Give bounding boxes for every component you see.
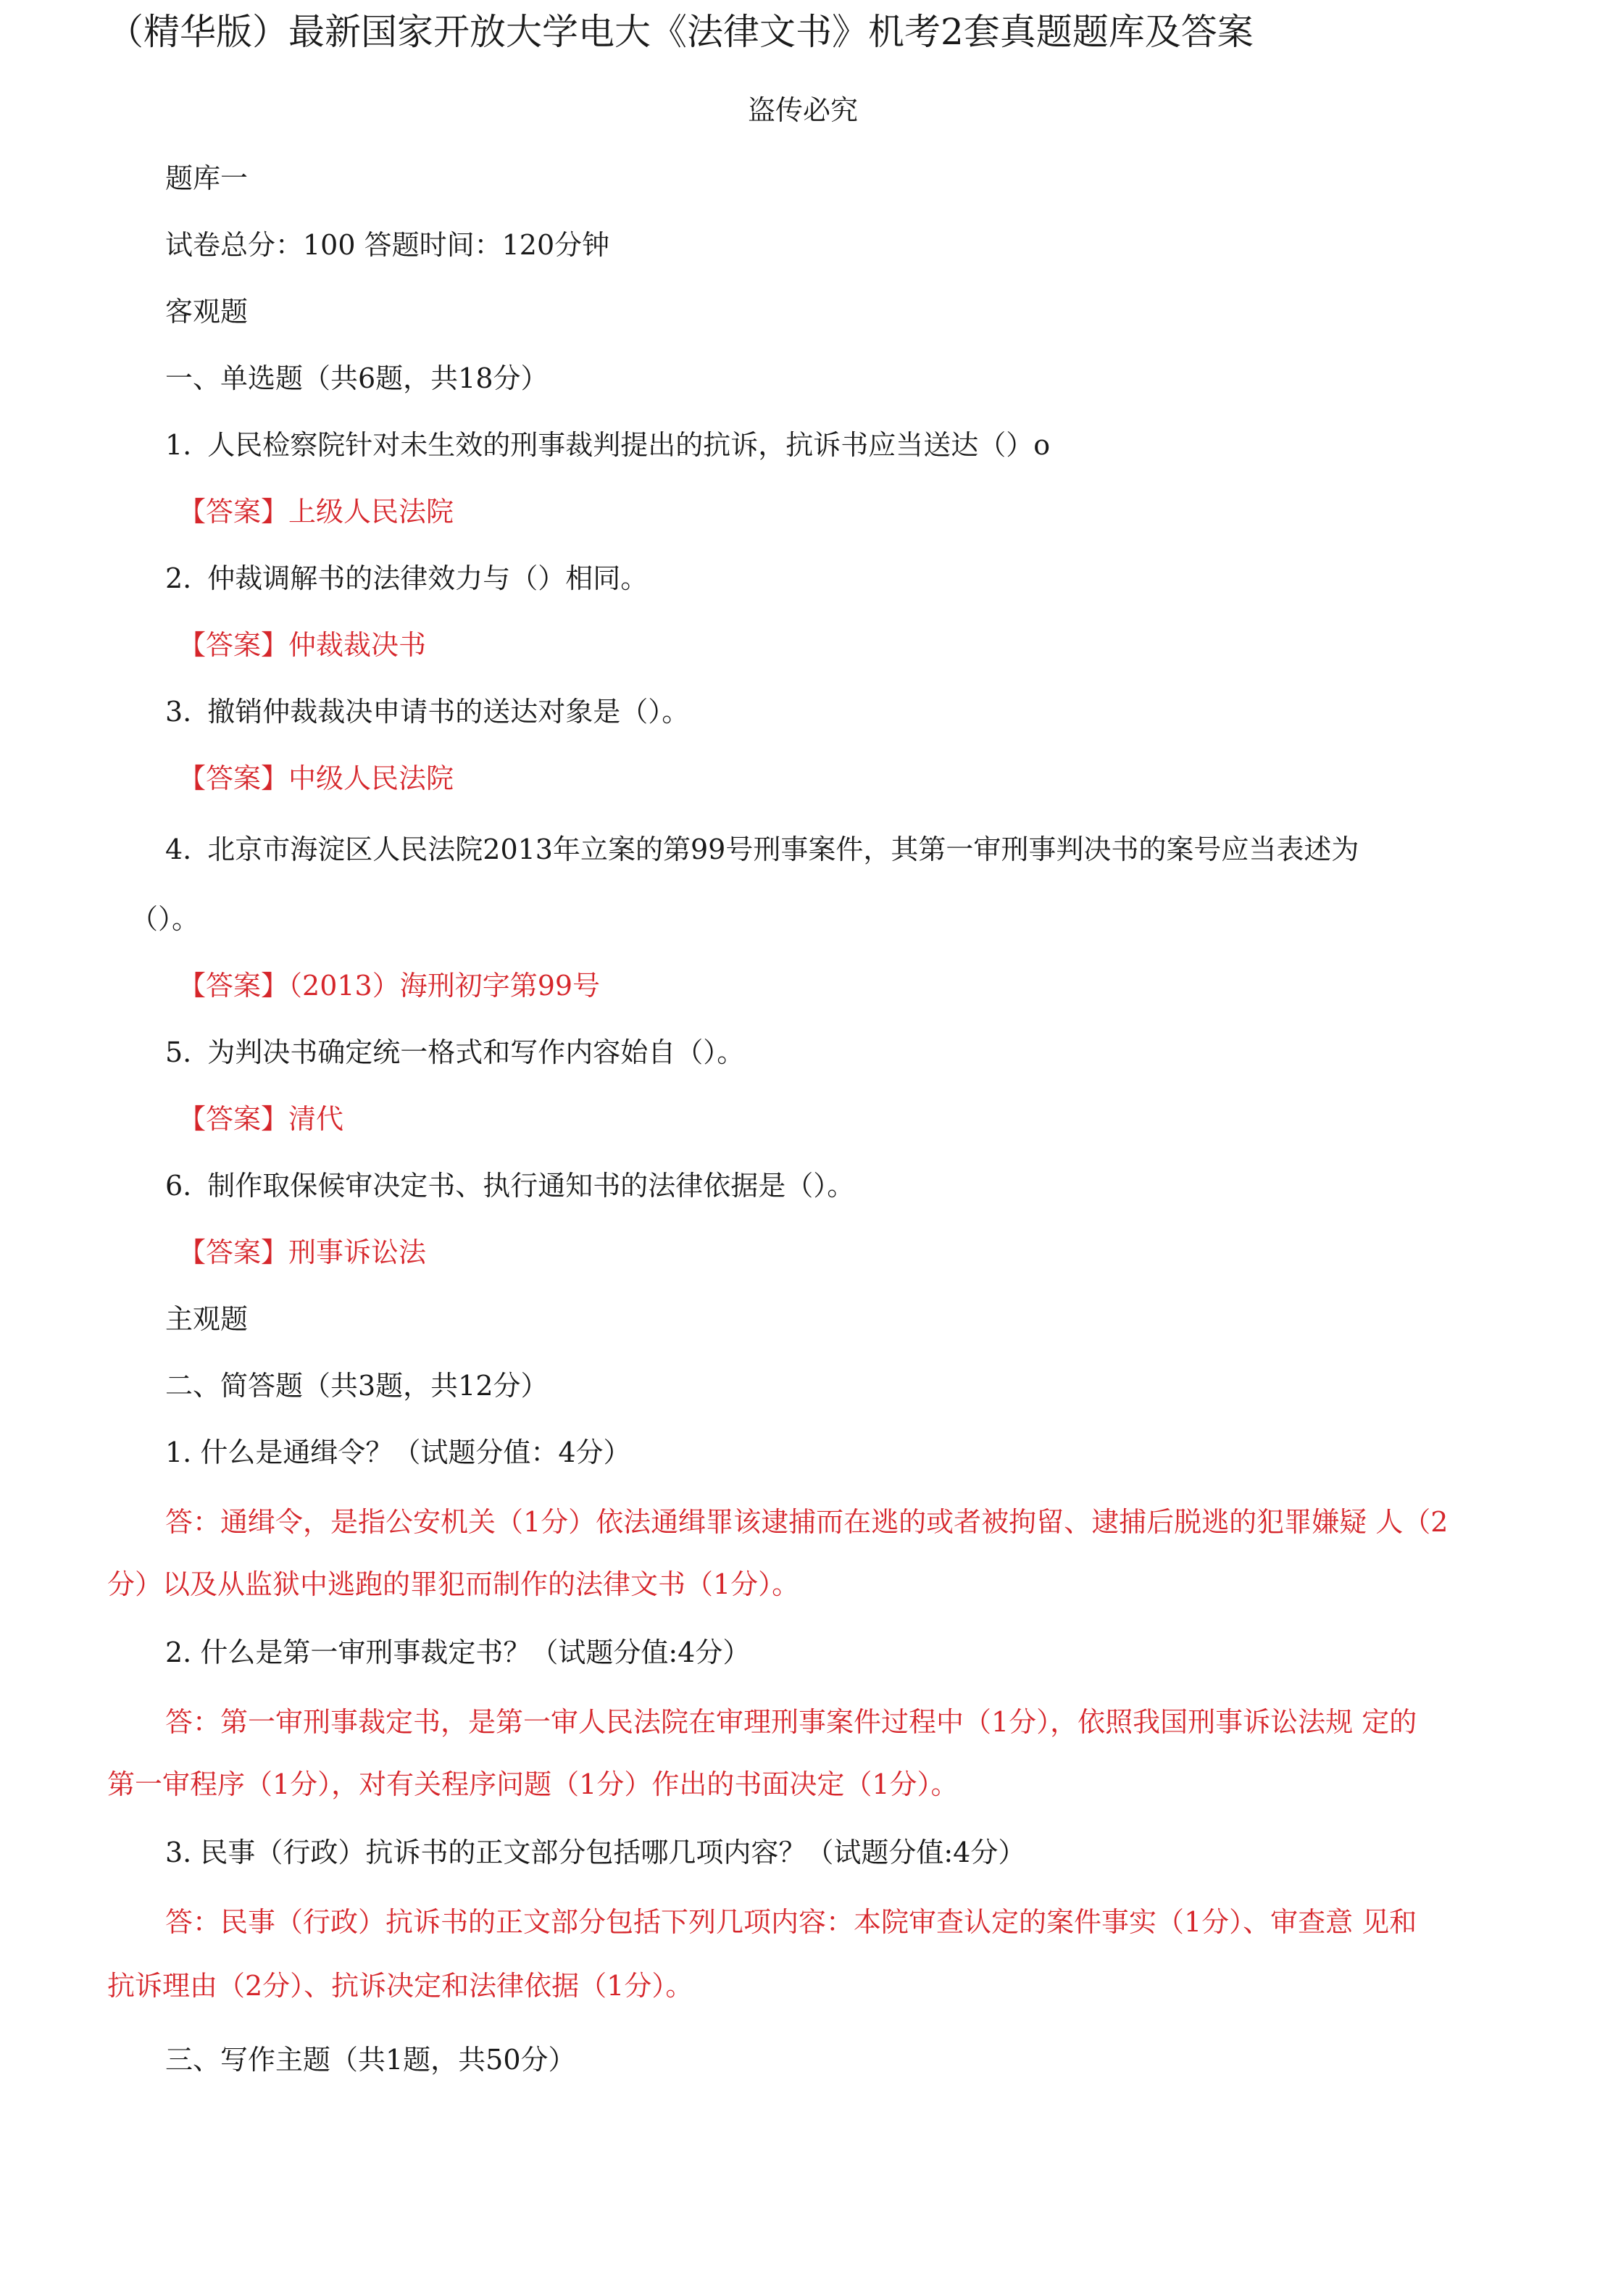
short-answer-question: 1. 什么是通缉令？（试题分值：4分）	[165, 1436, 631, 1468]
short-answer-text-continuation: 第一审程序（1分），对有关程序问题（1分）作出的书面决定（1分）。	[107, 1768, 959, 1800]
short-answer-text-continuation: 抗诉理由（2分）、抗诉决定和法律依据（1分）。	[107, 1970, 693, 2002]
answer-prefix: 【答案】	[178, 629, 289, 661]
question-number: 1.	[165, 429, 192, 461]
section-header-short-answer: 二、简答题（共3题，共12分）	[165, 1370, 549, 1402]
answer-text: 中级人民法院	[288, 762, 454, 794]
question-item	[165, 428, 1050, 462]
short-answer-text: 答：通缉令，是指公安机关（1分）依法通缉罪该逮捕而在逃的或者被拘留、逮捕后脱逃的犯罪嫌疑 人（2	[165, 1506, 1449, 1538]
question-item	[165, 832, 1359, 867]
objective-label: 客观题	[165, 296, 249, 328]
answer-prefix: 【答案】	[178, 1236, 289, 1268]
short-answer-text: 答：民事（行政）抗诉书的正文部分包括下列几项内容：本院审查认定的案件事实（1分）、审查意 见和	[165, 1906, 1417, 1938]
question-item	[165, 561, 648, 596]
question-number: 4.	[165, 833, 192, 865]
answer-line	[178, 628, 426, 662]
answer-prefix: 【答案】	[178, 1103, 289, 1135]
short-answer-question: 3. 民事（行政）抗诉书的正文部分包括哪几项内容？（试题分值:4分）	[165, 1837, 1026, 1868]
question-text: 为判决书确定统一格式和写作内容始自（）。	[207, 1036, 745, 1068]
answer-text: 刑事诉讼法	[288, 1236, 427, 1268]
question-number: 6.	[165, 1170, 192, 1202]
question-text: 撤销仲裁裁决申请书的送达对象是（）。	[207, 696, 690, 728]
question-text: 仲裁调解书的法律效力与（）相同。	[207, 562, 649, 594]
answer-text: 清代	[288, 1103, 344, 1135]
answer-text: 上级人民法院	[288, 496, 454, 528]
answer-prefix: 【答案】	[178, 762, 289, 794]
answer-line	[178, 494, 454, 529]
section-header-single-choice: 一、单选题（共6题，共18分）	[165, 362, 549, 394]
answer-text: 仲裁裁决书	[288, 629, 427, 661]
question-number: 2.	[165, 562, 192, 594]
question-text: 制作取保候审决定书、执行通知书的法律依据是（）。	[207, 1170, 855, 1202]
answer-prefix: 【答案】	[178, 496, 289, 528]
question-item	[165, 1168, 854, 1203]
answer-line	[178, 1235, 426, 1270]
exam-info: 试卷总分：100 答题时间：120分钟	[165, 229, 610, 261]
short-answer-text-continuation: 分）以及从监狱中逃跑的罪犯而制作的法律文书（1分）。	[107, 1568, 800, 1600]
answer-line	[178, 761, 454, 796]
question-number: 3.	[165, 696, 192, 728]
question-text-continuation: （）。	[130, 903, 200, 935]
question-text: 人民检察院针对未生效的刑事裁判提出的抗诉，抗诉书应当送达（）o	[207, 429, 1051, 461]
question-item	[165, 1035, 744, 1070]
question-text: 北京市海淀区人民法院2013年立案的第99号刑事案件，其第一审刑事判决书的案号应当表述为	[207, 833, 1359, 865]
answer-line	[178, 1102, 343, 1136]
answer-prefix: 【答案】	[178, 970, 289, 1002]
short-answer-text: 答：第一审刑事裁定书，是第一审人民法院在审理刑事案件过程中（1分），依照我国刑事诉讼法规 定的	[165, 1706, 1417, 1738]
section-header-writing: 三、写作主题（共1题，共50分）	[165, 2044, 576, 2076]
subjective-label: 主观题	[165, 1303, 249, 1335]
answer-text: （2013）海刑初字第99号	[288, 970, 601, 1002]
question-item	[165, 694, 689, 729]
question-bank-label: 题库一	[165, 162, 249, 194]
document-subtitle: 盗传必究	[748, 94, 859, 126]
document-title: （精华版）最新国家开放大学电大《法律文书》机考2套真题题库及答案	[107, 11, 1254, 53]
short-answer-question: 2. 什么是第一审刑事裁定书？（试题分值:4分）	[165, 1636, 751, 1668]
answer-line	[178, 968, 600, 1003]
question-number: 5.	[165, 1036, 192, 1068]
